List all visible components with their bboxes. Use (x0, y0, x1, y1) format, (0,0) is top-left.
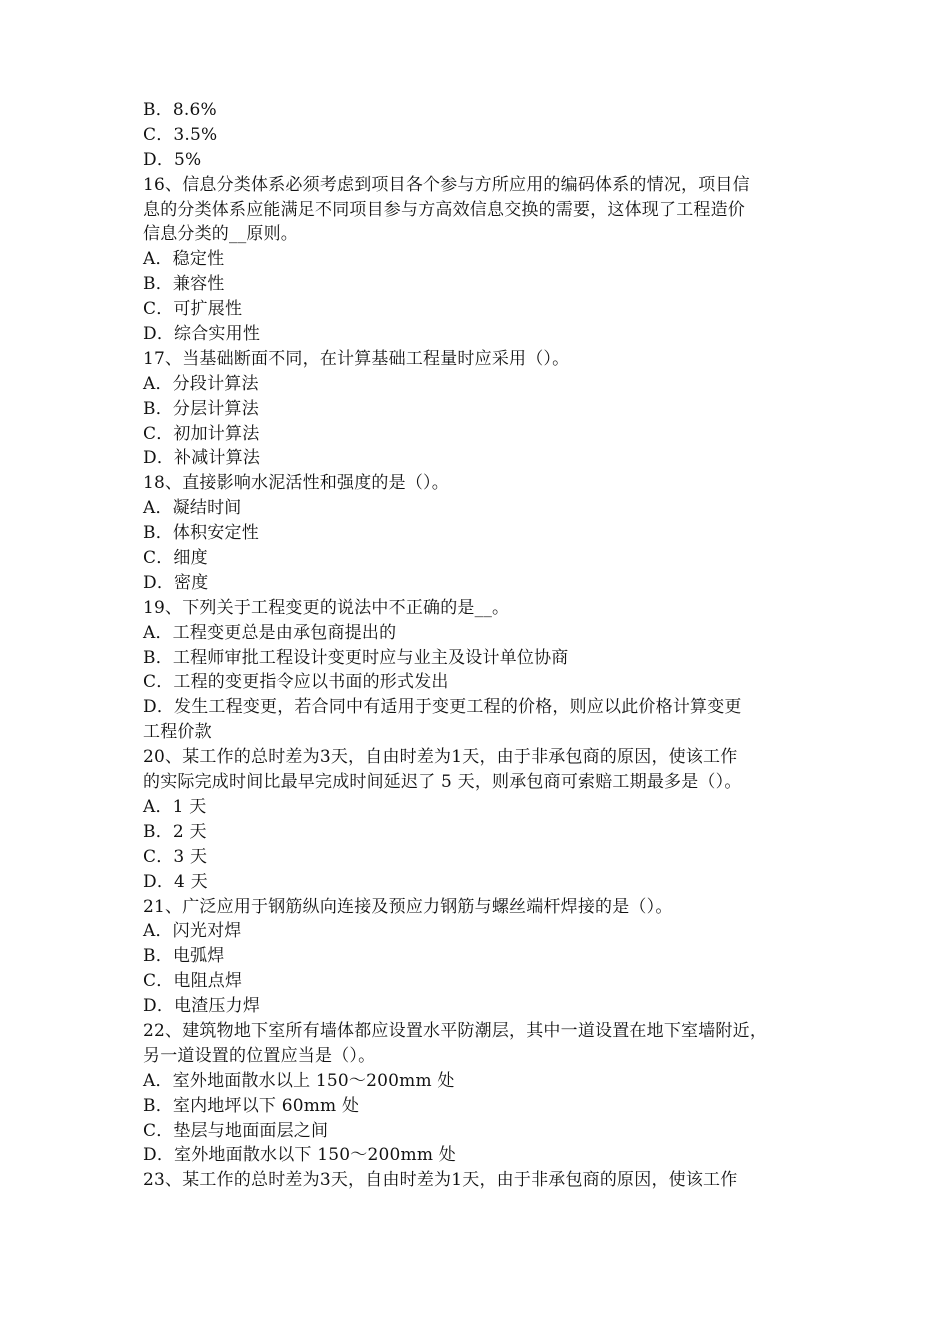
option-line: A．凝结时间 (143, 498, 242, 519)
question-19-text: 19、下列关于工程变更的说法中不正确的是__。 (143, 597, 510, 618)
option-line: B．8.6% (143, 100, 217, 120)
option-line: A．分段计算法 (143, 373, 259, 394)
question-20-text: 的实际完成时间比最早完成时间延迟了 5 天，则承包商可索赔工期最多是（）。 (143, 772, 742, 793)
option-line: A．闪光对焊 (143, 921, 242, 942)
option-line: 工程价款 (143, 722, 212, 743)
option-line: C．初加计算法 (143, 423, 260, 444)
option-line: A．稳定性 (143, 249, 225, 270)
question-22-text: 22、建筑物地下室所有墙体都应设置水平防潮层，其中一道设置在地下室墙附近， (143, 1020, 768, 1041)
option-line: D．电渣压力焊 (143, 996, 261, 1017)
option-line: B．电弧焊 (143, 946, 225, 967)
option-line: A．1 天 (143, 796, 207, 817)
option-line: A．室外地面散水以上 150～200mm 处 (143, 1070, 455, 1091)
option-line: D．4 天 (143, 871, 208, 892)
option-line: C．3 天 (143, 846, 208, 867)
option-line: C．可扩展性 (143, 299, 243, 320)
option-line: C．工程的变更指令应以书面的形式发出 (143, 672, 449, 693)
option-line: C．垫层与地面面层之间 (143, 1120, 329, 1141)
option-line: B．工程师审批工程设计变更时应与业主及设计单位协商 (143, 647, 569, 668)
option-line: C．细度 (143, 548, 208, 569)
question-21-text: 21、广泛应用于钢筋纵向连接及预应力钢筋与螺丝端杆焊接的是（）。 (143, 896, 673, 917)
question-16-text: 信息分类的__原则。 (143, 224, 298, 245)
option-line: D．发生工程变更，若合同中有适用于变更工程的价格，则应以此价格计算变更 (143, 697, 742, 718)
option-line: D．密度 (143, 572, 209, 593)
question-20-text: 20、某工作的总时差为3天，自由时差为1天，由于非承包商的原因，使该工作 (143, 747, 738, 768)
question-23-text: 23、某工作的总时差为3天，自由时差为1天，由于非承包商的原因，使该工作 (143, 1170, 738, 1191)
option-line: C．3.5% (143, 124, 218, 145)
option-line: A．工程变更总是由承包商提出的 (143, 622, 397, 643)
option-line: C．电阻点焊 (143, 971, 243, 992)
question-16-text: 息的分类体系应能满足不同项目参与方高效信息交换的需要，这体现了工程造价 (143, 199, 745, 220)
option-line: B．2 天 (143, 821, 207, 842)
option-line: D．室外地面散水以下 150～200mm 处 (143, 1145, 456, 1166)
document-page (143, 98, 813, 1193)
option-line: B．室内地坪以下 60mm 处 (143, 1095, 360, 1116)
option-line: B．分层计算法 (143, 398, 259, 419)
question-22-text: 另一道设置的位置应当是（）。 (143, 1045, 376, 1066)
question-18-text: 18、直接影响水泥活性和强度的是（）。 (143, 473, 449, 494)
option-line: D．综合实用性 (143, 324, 261, 345)
option-line: B．体积安定性 (143, 523, 259, 544)
option-line: D．5% (143, 149, 202, 170)
option-line: B．兼容性 (143, 274, 225, 295)
question-17-text: 17、当基础断面不同，在计算基础工程量时应采用（）。 (143, 348, 570, 369)
question-16-text: 16、信息分类体系必须考虑到项目各个参与方所应用的编码体系的情况，项目信 (143, 174, 750, 195)
option-line: D．补减计算法 (143, 448, 261, 469)
